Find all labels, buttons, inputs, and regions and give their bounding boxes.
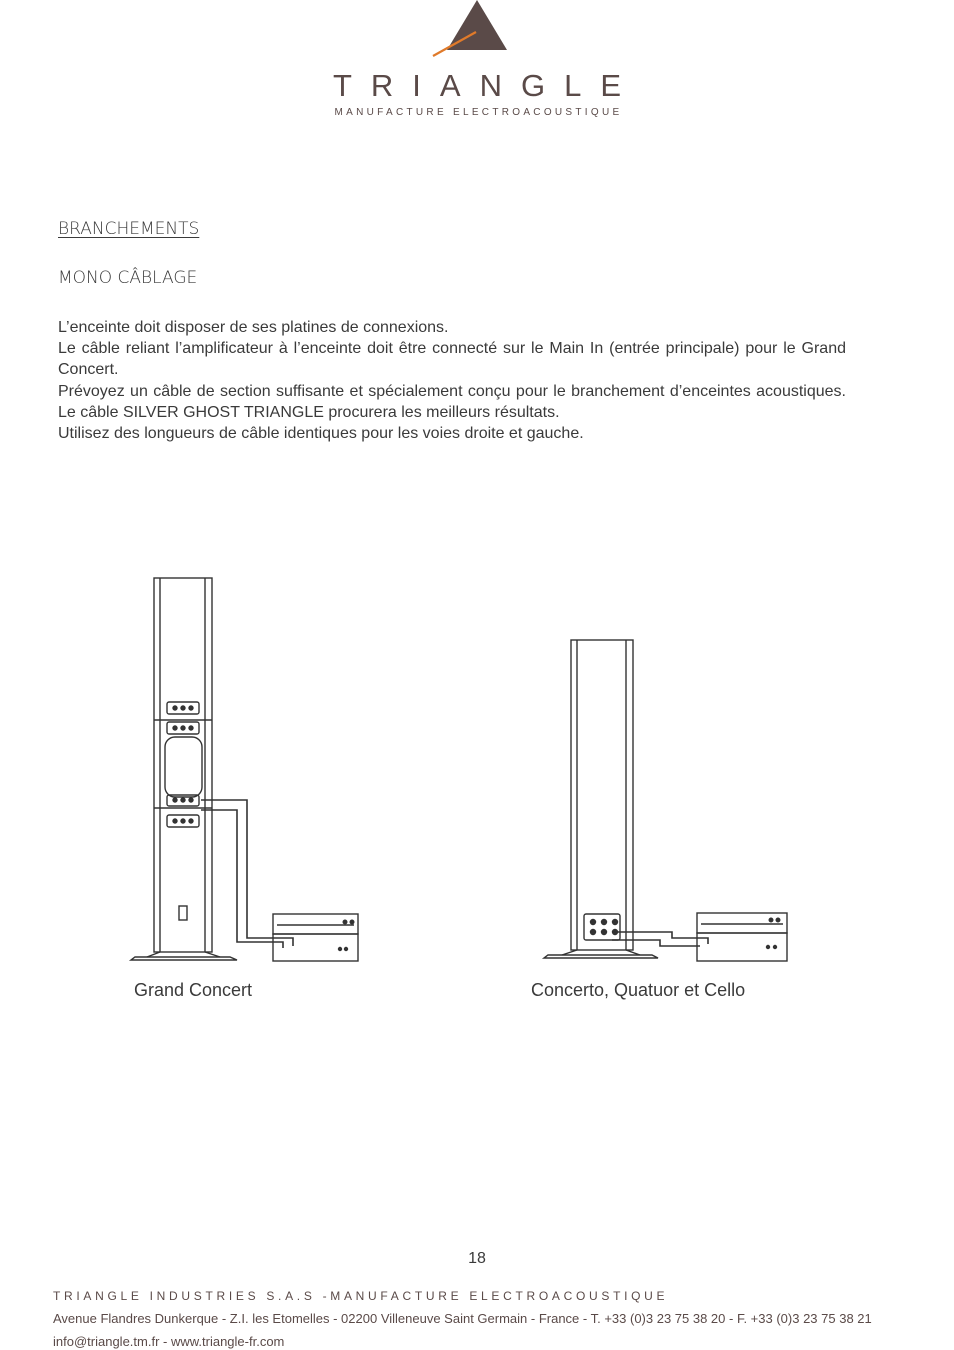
body-paragraph: L’enceinte doit disposer de ses platines de connexions. bbox=[58, 319, 449, 336]
diagram-caption-grand-concert: Grand Concert bbox=[134, 980, 253, 1000]
body-paragraph: Prévoyez un câble de section suffisante et spécialement conçu pour le branchement d’enceintes acoustiques. Le câble SILVER GHOST TRIANGLE procurera les meilleurs résultats. bbox=[58, 382, 846, 421]
floorstanding-speaker-icon bbox=[544, 640, 658, 958]
body-paragraph: Utilisez des longueurs de câble identiques pour les voies droite et gauche. bbox=[58, 425, 584, 443]
diagram-caption-concerto: Concerto, Quatuor et Cello bbox=[531, 980, 746, 1000]
footer-address: Avenue Flandres Dunkerque - Z.I. les Etomelles - 02200 Villeneuve Saint Germain - France - T. +33 (0)3 23 75 38 20 - F. +33 (0)3 23 75 38 21 bbox=[53, 1311, 872, 1326]
brand-name: TRIANGLE bbox=[332, 68, 641, 103]
grand-concert-wiring-diagram bbox=[125, 570, 365, 970]
triangle-logo-icon bbox=[430, 0, 510, 60]
body-text bbox=[58, 317, 846, 444]
tall-speaker-icon bbox=[131, 578, 237, 960]
footer-contact: info@triangle.tm.fr - www.triangle-fr.com bbox=[53, 1334, 285, 1349]
page-number: 18 bbox=[468, 1250, 486, 1267]
concerto-wiring-diagram bbox=[540, 630, 800, 970]
section-title: BRANCHEMENTS bbox=[58, 219, 200, 239]
cable-icon bbox=[201, 800, 293, 948]
footer-company: TRIANGLE INDUSTRIES S.A.S -MANUFACTURE ELECTROACOUSTIQUE bbox=[53, 1289, 669, 1303]
body-paragraph: Le câble reliant l’amplificateur à l’enceinte doit être connecté sur le Main In (entrée principale) pour le Grand Concert. bbox=[58, 340, 846, 379]
brand-tagline: MANUFACTURE ELECTROACOUSTIQUE bbox=[334, 107, 623, 118]
section-subtitle: MONO CÂBLAGE bbox=[58, 268, 198, 288]
amplifier-icon bbox=[697, 913, 787, 961]
